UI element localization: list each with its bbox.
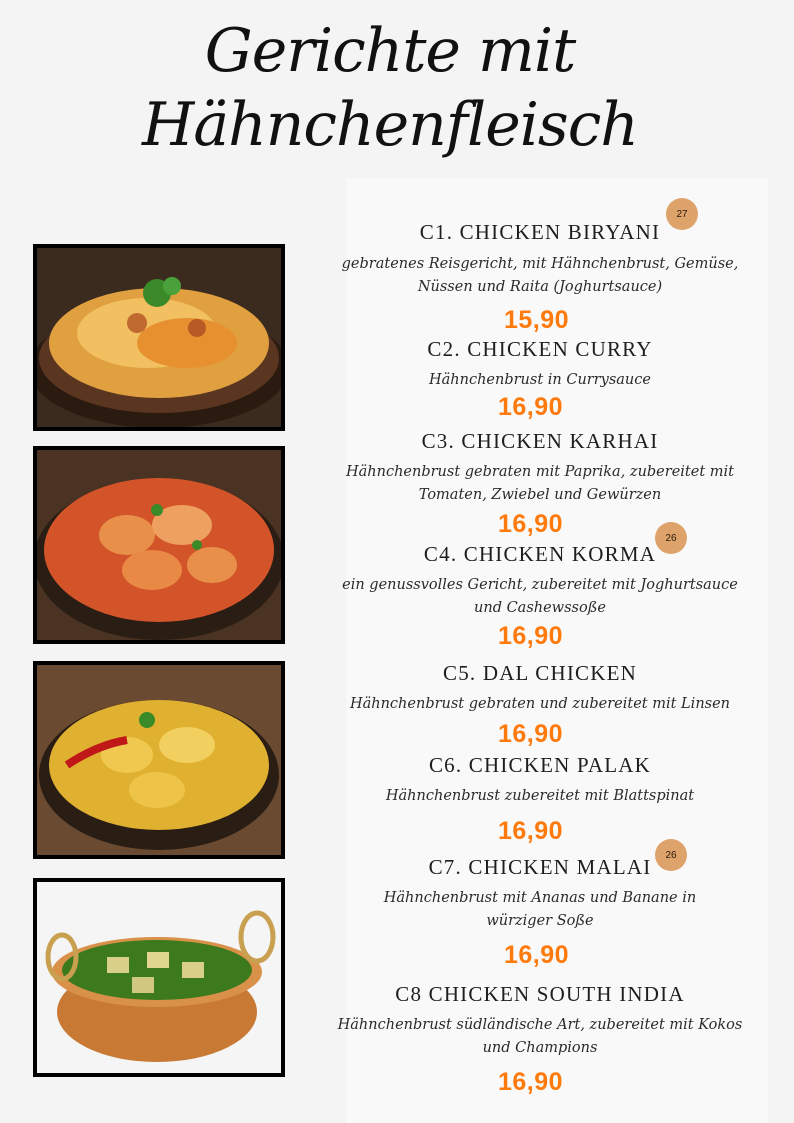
allergen-badge: 26 [655,839,687,871]
item-price: 15,90 [504,306,570,334]
page-title-line-1: Gerichte mit [204,16,576,86]
menu-item-c3 [330,429,750,549]
chicken-curry-photo [33,446,285,644]
item-name: C3. CHICKEN KARHAI [421,429,659,453]
dal-chicken-photo [33,661,285,859]
item-name: C6. CHICKEN PALAK [428,753,652,777]
item-price: 16,90 [498,393,564,421]
item-name: C1. CHICKEN BIRYANI [419,220,661,244]
item-price: 16,90 [498,1068,564,1096]
allergen-badge: 26 [655,522,687,554]
item-description-line-2: Tomaten, Zwiebel und Gewürzen [418,487,662,503]
item-description-line-1: Hähnchenbrust südländische Art, zubereitet mit Kokos [337,1017,743,1033]
item-description-line-1: Hähnchenbrust gebraten mit Paprika, zubereitet mit [346,464,734,480]
page-title-line-2: Hähnchenfleisch [142,90,638,160]
menu-item-c5 [330,661,750,751]
item-description-line-1: Hähnchenbrust zubereitet mit Blattspinat [385,788,695,804]
item-name: C7. CHICKEN MALAI [428,855,652,879]
chicken-biryani-photo [33,244,285,431]
item-description-line-1: Hähnchenbrust gebraten und zubereitet mit Linsen [349,696,731,712]
item-name: C2. CHICKEN CURRY [427,337,653,361]
item-description-line-1: Hähnchenbrust mit Ananas und Banane in [383,890,697,906]
item-price: 16,90 [504,941,570,969]
item-price: 16,90 [498,720,564,748]
allergen-badge: 27 [666,198,698,230]
item-description-line-2: würziger Soße [486,913,594,929]
item-price: 16,90 [498,510,564,538]
menu-item-c8 [330,982,750,1102]
item-description-line-2: und Champions [482,1040,598,1056]
item-price: 16,90 [498,817,564,845]
item-name: C5. DAL CHICKEN [443,661,637,685]
chicken-palak-photo [33,878,285,1077]
item-description-line-1: gebratenes Reisgericht, mit Hähnchenbrust, Gemüse, [341,256,739,272]
item-description-line-2: und Cashewssoße [474,600,606,616]
menu-item-c2 [330,337,750,427]
page-title [130,14,650,162]
item-description-line-2: Nüssen und Raita (Joghurtsauce) [417,279,663,295]
menu-item-c1 [330,220,750,334]
item-description-line-1: ein genussvolles Gericht, zubereitet mit Joghurtsauce [342,577,738,593]
menu-item-c7 [330,855,750,975]
menu-item-c6 [330,753,750,843]
item-description-line-1: Hähnchenbrust in Currysauce [429,372,651,388]
item-price: 16,90 [498,622,564,650]
item-name: C8 CHICKEN SOUTH INDIA [395,982,685,1006]
item-name: C4. CHICKEN KORMA [423,542,657,566]
menu-item-c4 [330,542,750,652]
